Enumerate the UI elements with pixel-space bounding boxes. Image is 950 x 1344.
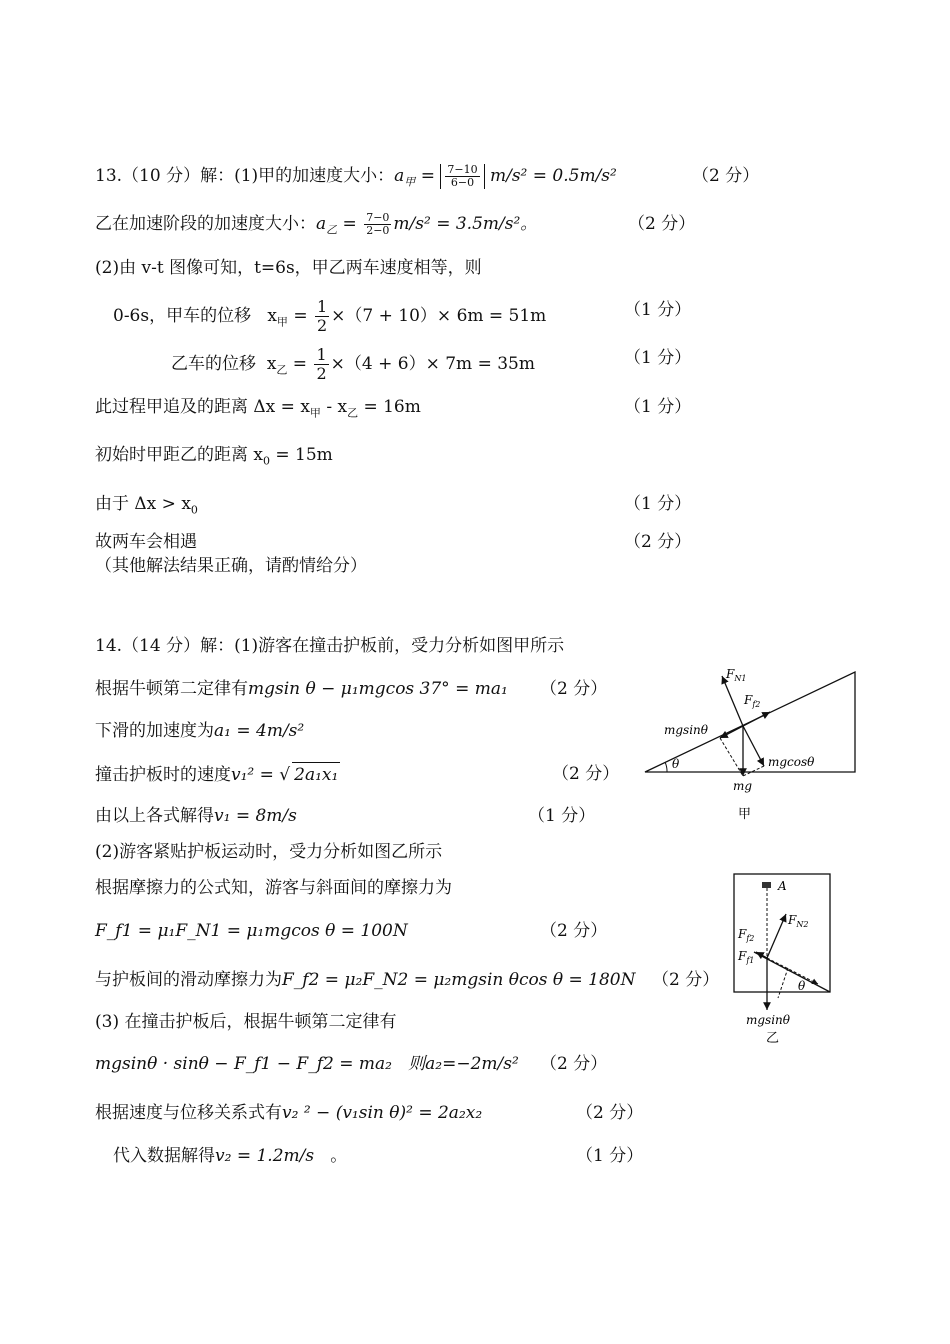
a-jia-symbol: a — [394, 166, 405, 186]
p13-line6-end: = 16m — [358, 397, 421, 417]
p14-line2-text: 根据牛顿第二定律有 — [95, 679, 248, 699]
p14-line12-text: 根据速度与位移关系式有 — [95, 1103, 282, 1123]
mgsin-dashed-arrow — [767, 958, 818, 984]
score: （1 分） — [576, 1146, 644, 1166]
p13-line2-text: 乙在加速阶段的加速度大小： — [95, 214, 316, 234]
x-yi-result: ×（4 + 6）× 7m = 35m — [330, 354, 535, 374]
fraction-num: 7−10 — [447, 163, 478, 176]
score: （2 分） — [540, 679, 608, 699]
mgcos-label: mgcosθ — [768, 755, 815, 769]
ff-arrow — [756, 952, 767, 958]
score: （2 分） — [692, 166, 760, 186]
ff2-label: $F_{f2}$ — [738, 927, 755, 943]
force-diagram-yi — [726, 868, 841, 1048]
p14-line13-text: 代入数据解得 — [113, 1146, 215, 1166]
score: （1 分） — [624, 300, 692, 320]
p13-line4-text: 0-6s，甲车的位移 — [113, 306, 252, 326]
p13-head: 13.（10 分）解：(1)甲的加速度大小： — [95, 166, 395, 186]
score: （2 分） — [552, 764, 620, 784]
p13-line6-text: 此过程甲追及的距离 Δx = x — [95, 397, 310, 417]
ff1-label: $F_{f1}$ — [738, 949, 755, 965]
p14-line3-text: 下滑的加速度为 — [95, 721, 214, 741]
v1-result: v₁ = 8m/s — [214, 806, 297, 826]
fraction-num: 7−0 — [366, 211, 390, 224]
a-jia-result: m/s² = 0.5m/s² — [489, 166, 617, 186]
fig-caption-yi: 乙 — [766, 1031, 780, 1046]
score: （1 分） — [624, 348, 692, 368]
p13-line5: 乙车的位移 $x_乙$ = $\frac{1}{2}$ ×（4 + 6）× 7m = 35m — [171, 345, 535, 383]
fraction-num: 1 — [316, 297, 328, 316]
p14-line3 — [95, 719, 304, 743]
mgsin-label: mgsinθ — [664, 723, 709, 737]
fn2-label: $F_{N2}$ — [788, 913, 809, 929]
v1-squared: v₁² = — [231, 765, 280, 785]
ff2-arrow — [743, 712, 770, 726]
p14-line10: (3) 在撞击护板后，根据牛顿第二定律有 — [95, 1012, 397, 1032]
fraction-jia — [445, 164, 479, 189]
p13-line9: 故两车会相遇 — [95, 532, 197, 552]
p13-line3: (2)由 v-t 图像可知，t=6s，甲乙两车速度相等，则 — [95, 258, 482, 278]
p14-line5 — [95, 804, 297, 828]
fraction-den: 2 — [316, 316, 328, 335]
score: （1 分） — [624, 397, 692, 417]
sub-zero: 0 — [190, 503, 198, 517]
p13-line7-text: 初始时甲距乙的距离 x — [95, 445, 263, 465]
a-yi-sub: 乙 — [326, 223, 338, 237]
friction-ff2-equation: F_f2 = μ₂F_N2 = μ₂mgsin θcos θ = 180N — [282, 970, 636, 990]
p13-line7 — [95, 443, 333, 473]
x-jia-symbol: x — [267, 306, 277, 326]
score: （2 分） — [540, 1054, 608, 1074]
equals-sign: = — [342, 214, 357, 234]
ff2-label: $F_{f2}$ — [744, 693, 761, 709]
mg-label: mg — [733, 779, 753, 793]
theta-label: θ — [798, 979, 806, 993]
x-yi-symbol: x — [266, 354, 277, 374]
p13-line7-end: = 15m — [270, 445, 333, 465]
p13-line6-mid: - x — [320, 397, 348, 417]
fn2-arrow — [767, 914, 786, 958]
p14-line6: (2)游客紧贴护板运动时，受力分析如图乙所示 — [95, 842, 443, 862]
fraction-den: 2−0 — [366, 224, 390, 237]
score: （1 分） — [528, 806, 596, 826]
fraction-yi — [364, 212, 391, 237]
friction-ff1-equation: F_f1 = μ₁F_N1 = μ₁mgcos θ = 100N — [95, 921, 408, 941]
score: （2 分） — [624, 532, 692, 552]
mgsin-label: mgsinθ — [746, 1013, 791, 1027]
p13-line2 — [95, 212, 537, 242]
score: （1 分） — [624, 494, 692, 514]
p13-line6 — [95, 395, 421, 425]
p13-line8-text: 由于 Δx > x — [95, 494, 191, 514]
dashed-line — [778, 968, 788, 998]
x-jia-result: ×（7 + 10）× 6m = 51m — [331, 306, 547, 326]
sub-yi: 乙 — [347, 406, 359, 420]
a-yi-symbol: a — [316, 214, 327, 234]
sub-jia: 甲 — [309, 406, 321, 420]
p14-head: 14.（14 分）解：(1)游客在撞击护板前，受力分析如图甲所示 — [95, 636, 565, 656]
p14-line12 — [95, 1101, 482, 1125]
sub-zero: 0 — [263, 454, 270, 468]
p13-line4: 0-6s，甲车的位移 $x_甲$ = $\frac{1}{2}$ ×（7 + 10）× 6m = 51m — [113, 297, 547, 335]
fraction-den: 2 — [316, 364, 327, 383]
p14-line13 — [113, 1144, 347, 1168]
p14-line11 — [95, 1052, 519, 1076]
p14-line4-text: 撞击护板时的速度 — [95, 765, 231, 785]
sqrt-expression: 2a₁x₁ — [292, 762, 340, 787]
kinematics-equation: v₂ ² − (v₁sin θ)² = 2a₂x₂ — [282, 1103, 483, 1123]
p14-line9 — [95, 968, 635, 992]
dashed-line — [720, 738, 743, 776]
incline-line — [754, 952, 830, 992]
a-jia-sub: 甲 — [404, 175, 416, 189]
fraction-num: 1 — [316, 345, 327, 364]
score: （2 分） — [576, 1103, 644, 1123]
p14-line2 — [95, 677, 508, 701]
fraction-half — [314, 346, 328, 383]
newton-equation-1: mgsin θ − μ₁mgcos 37° = ma₁ — [248, 679, 508, 699]
p14-line4: 撞击护板时的速度v₁² = √ 2a₁x₁ — [95, 762, 340, 787]
theta-label: θ — [672, 757, 680, 771]
angle-arc — [665, 762, 667, 772]
equals-sign: = — [420, 166, 435, 186]
p13-line10: （其他解法结果正确，请酌情给分） — [95, 556, 367, 576]
period: 。 — [330, 1146, 348, 1166]
p13-line8 — [95, 492, 198, 522]
fn1-arrow — [722, 676, 743, 726]
p13-line5-text: 乙车的位移 — [171, 354, 256, 374]
a-yi-result: m/s² = 3.5m/s²。 — [393, 214, 538, 234]
point-a-marker — [762, 882, 771, 888]
x-jia-sub: 甲 — [276, 315, 288, 329]
p13-line1 — [95, 164, 617, 194]
label-a: A — [778, 879, 787, 893]
abs-fraction — [440, 164, 484, 189]
accel-a1: a₁ = 4m/s² — [214, 721, 305, 741]
p14-line9-text: 与护板间的滑动摩擦力为 — [95, 970, 282, 990]
score: （2 分） — [652, 970, 720, 990]
score: （2 分） — [628, 214, 696, 234]
fn1-label: $F_{N1}$ — [726, 667, 747, 683]
accel-a2: 则a₂=−2m/s² — [408, 1054, 519, 1074]
v2-result: v₂ = 1.2m/s — [215, 1146, 315, 1166]
newton-equation-2: mgsinθ · sinθ − F_f1 − F_f2 = ma₂ — [95, 1054, 392, 1074]
p14-line7: 根据摩擦力的公式知，游客与斜面间的摩擦力为 — [95, 878, 452, 898]
fraction-half — [315, 298, 329, 335]
dashed-line — [743, 766, 764, 776]
p14-line5-text: 由以上各式解得 — [95, 806, 214, 826]
fraction-den: 6−0 — [450, 176, 475, 189]
mgsin-arrow — [720, 726, 743, 738]
mgcos-arrow — [743, 726, 764, 766]
force-diagram-jia — [630, 660, 880, 830]
score: （2 分） — [540, 921, 608, 941]
fig-caption-jia: 甲 — [738, 807, 752, 822]
x-yi-sub: 乙 — [276, 363, 288, 377]
